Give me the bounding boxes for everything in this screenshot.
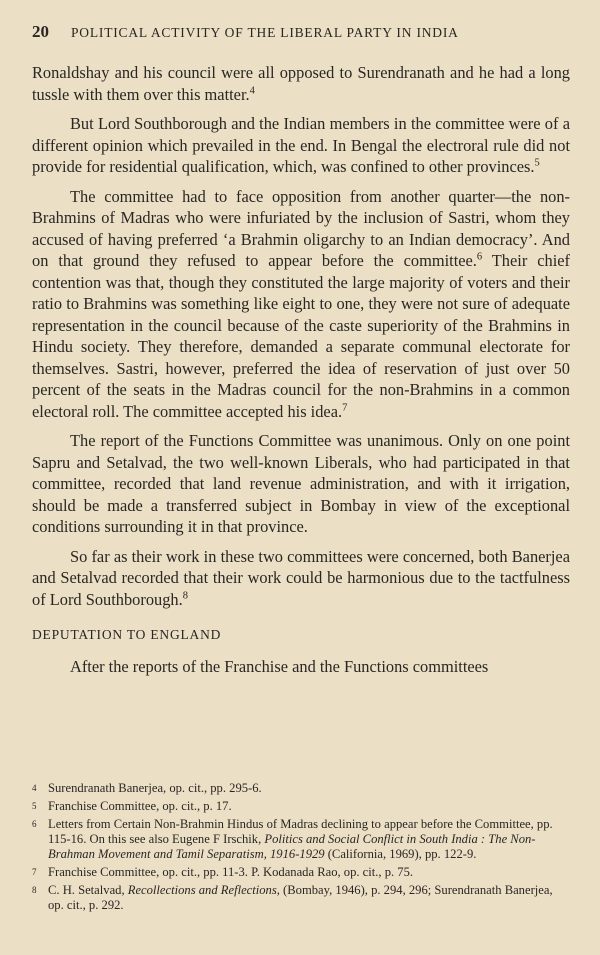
footnote: 6 Letters from Certain Non-Brahmin Hindus of Madras declining to appear before the Committee, pp. 115-16. On this see also Eugene F Irschik, Politics and Social Conflict in South India : The Non-Brahman Movement and Tamil Separatism, 1916-1929 (California, 1969), pp. 122-9. <box>32 817 553 861</box>
page-header <box>32 22 570 46</box>
footnote: 4 Surendranath Banerjea, op. cit., pp. 295-6. <box>32 781 262 795</box>
footnote-number: 6 <box>32 819 37 829</box>
page-number: 20 <box>32 22 49 41</box>
footnote-ref: 7 <box>342 402 348 414</box>
footnote-number: 8 <box>32 885 37 895</box>
footnote-ref: 8 <box>182 590 188 602</box>
paragraph: The committee had to face opposition from another quarter—the non-Brahmins of Madras who were infuriated by the inclusion of Sastri, whom they accused of having preferred ‘a Brahmin oligarchy to an Indian democracy’. And on that ground they refused to appear before the committee.$^6$ Their chief contention was that, though they constituted the large majority of voters and their ratio to Brahmins was something like eight to one, they were not sure of adequate representation in the council because of the caste superiority of the Brahmins in Hindu society. They therefore, demanded a separate communal electorate for themselves. Sastri, however, preferred the idea of reservation of just over 50 percent of the seats in the Madras council for the non-Brahmins in a common electoral roll. The committee accepted his idea.$^7$ <box>32 186 570 421</box>
footnote-ref: 6 <box>476 251 483 263</box>
paragraph: But Lord Southborough and the Indian members in the committee were of a different opinion which prevailed in the end. In Bengal the electroral rule did not provide for residential qualification, which, was confined to other provinces.$^5$ <box>32 114 570 176</box>
footnote-number: 5 <box>32 801 37 811</box>
footnote-number: 7 <box>32 867 37 877</box>
body-text <box>32 62 570 677</box>
running-head: POLITICAL ACTIVITY OF THE LIBERAL PARTY IN INDIA <box>71 25 459 40</box>
paragraph: Ronaldshay and his council were all opposed to Surendranath and he had a long tussle with them over this matter.$^4$ <box>32 63 570 104</box>
section-heading: DEPUTATION TO ENGLAND <box>32 627 222 642</box>
footnote-number: 4 <box>32 783 37 793</box>
footnote: 5 Franchise Committee, op. cit., p. 17. <box>32 799 232 813</box>
footnote-ref: 5 <box>534 157 540 169</box>
paragraph: So far as their work in these two committees were concerned, both Banerjea and Setalvad recorded that their work could be harmonious due to the tactfulness of Lord Southborough.$^8$ <box>32 546 570 609</box>
footnote: 8 C. H. Setalvad, Recollections and Reflections, (Bombay, 1946), p. 294, 296; Surendranath Banerjea, op. cit., p. 292. <box>32 883 553 912</box>
footnote-ref: 4 <box>249 85 255 97</box>
footnotes <box>32 781 570 916</box>
footnote: 7 Franchise Committee, op. cit., pp. 11-3. P. Kodanada Rao, op. cit., p. 75. <box>32 865 414 879</box>
paragraph: After the reports of the Franchise and the Functions committees <box>70 656 489 676</box>
paragraph: The report of the Functions Committee was unanimous. Only on one point Sapru and Setalvad, the two well-known Liberals, who had participated in that committee, recorded that land revenue administration, and with it irrigation, should be made a transferred subject in Bombay in view of the exceptional conditions surrounding it in that province. <box>32 431 570 536</box>
